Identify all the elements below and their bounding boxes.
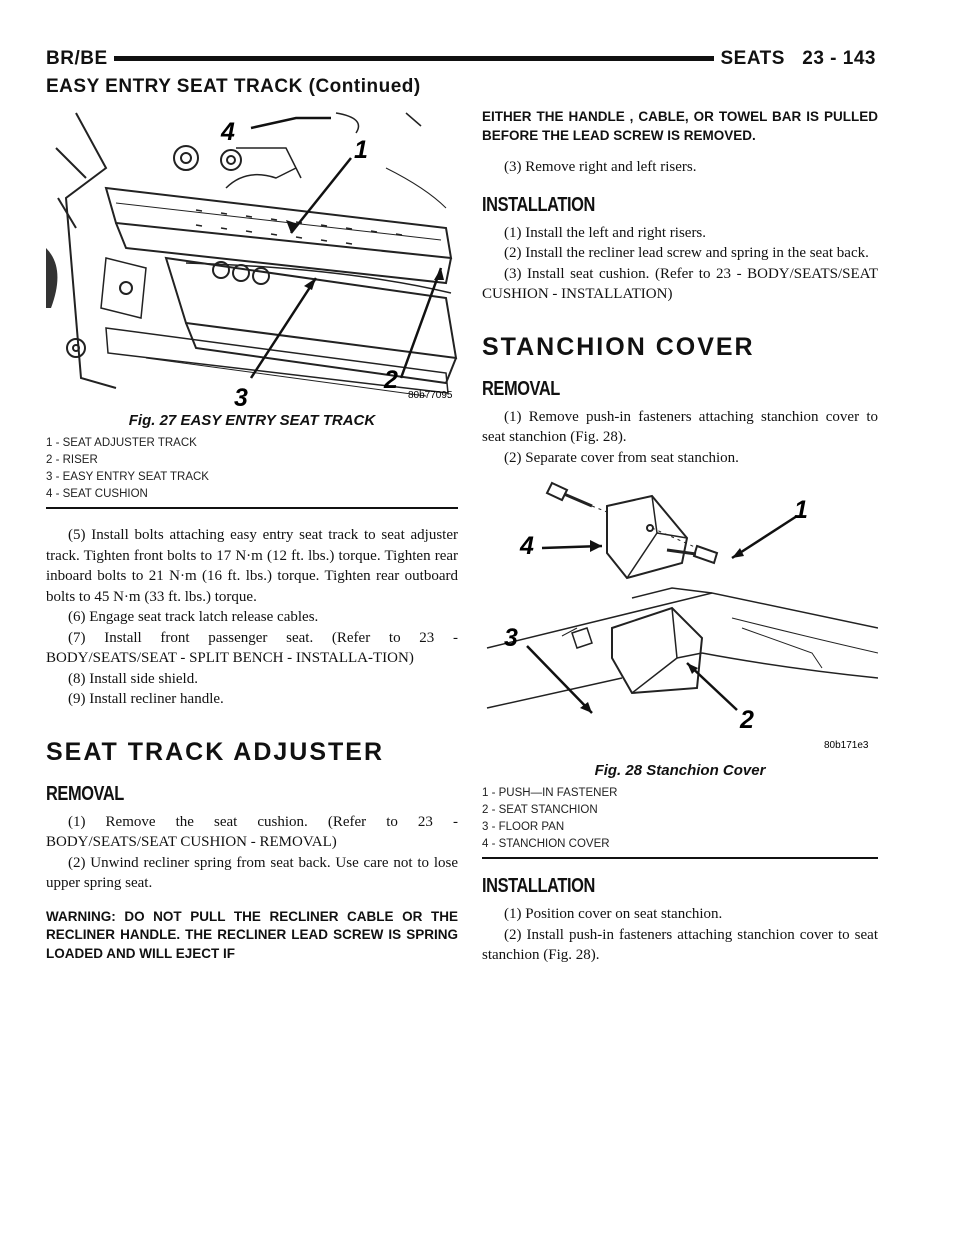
sc-install-step-2: (2) Install push-in fasteners attaching stanchion cover to seat stanchion (Fig. 28). (482, 926, 878, 963)
sta-removal-step-3: (3) Remove right and left risers. (504, 159, 697, 175)
sta-install-step-3: (3) Install seat cushion. (Refer to 23 - BODY/SEATS/SEAT CUSHION - INSTALLATION) (482, 265, 878, 302)
step-5: (5) Install bolts attaching easy entry seat track to seat adjuster track. Tighten front bolts to 17 N·m (12 ft. lbs.) torque. Tighten rear inboard bolts to 21 N·m (16 ft. lbs.) torque. Tighten rear outboard bolts to 45 N·m (33 ft. lbs.) torque. (46, 527, 458, 605)
sta-installation-heading: INSTALLATION (482, 193, 595, 216)
sc-installation-heading: INSTALLATION (482, 875, 595, 897)
header-section: SEATS (720, 48, 785, 69)
sc-install-step-1: (1) Position cover on seat stanchion. (504, 906, 723, 922)
fig27-callout-4: 4 (221, 118, 235, 146)
fig27-caption: Fig. 27 EASY ENTRY SEAT TRACK (128, 412, 376, 429)
seat-track-adjuster-heading: SEAT TRACK ADJUSTER (46, 737, 385, 766)
right-column (482, 108, 878, 966)
fig27-callout-1: 1 (354, 136, 368, 164)
fig28-callout-1: 1 (794, 496, 808, 524)
figure-27 (46, 108, 458, 509)
fig27-code: 80b77095 (408, 390, 453, 401)
figure-28 (482, 478, 878, 859)
fig28-code: 80b171e3 (824, 740, 869, 751)
stanchion-cover-illustration (482, 478, 878, 758)
sta-warning-part2: EITHER THE HANDLE , CABLE, OR TOWEL BAR IS PULLED BEFORE THE LEAD SCREW IS REMOVED. (482, 109, 878, 143)
sta-removal-step-1: (1) Remove the seat cushion. (Refer to 23 - BODY/SEATS/SEAT CUSHION - REMOVAL) (46, 813, 458, 850)
left-column (46, 108, 458, 963)
fig27-legend-1: 1 - SEAT ADJUSTER TRACK (46, 437, 197, 449)
sta-install-step-2: (2) Install the recliner lead screw and spring in the seat back. (504, 245, 869, 261)
step-9: (9) Install recliner handle. (68, 691, 224, 707)
fig28-caption: Fig. 28 Stanchion Cover (594, 762, 766, 779)
sc-removal-step-1: (1) Remove push-in fasteners attaching stanchion cover to seat stanchion (Fig. 28). (482, 408, 878, 445)
fig28-rule (482, 857, 878, 859)
step-8: (8) Install side shield. (68, 670, 198, 687)
fig28-callout-3: 3 (504, 624, 518, 652)
step-7: (7) Install front passenger seat. (Refer to 23 - BODY/SEATS/SEAT - SPLIT BENCH - INSTALLA-TION) (46, 629, 458, 666)
header-section-page (714, 46, 876, 72)
fig27-callout-2: 2 (384, 366, 398, 394)
fig27-legend-2: 2 - RISER (46, 454, 98, 466)
step-6: (6) Engage seat track latch release cables. (68, 609, 319, 625)
continued-title: EASY ENTRY SEAT TRACK (Continued) (46, 76, 421, 97)
sta-removal-heading: REMOVAL (46, 782, 124, 805)
fig27-legend-3: 3 - EASY ENTRY SEAT TRACK (46, 471, 209, 483)
sc-removal-heading: REMOVAL (482, 377, 560, 400)
fig27-callout-3: 3 (234, 384, 248, 408)
fig28-callout-2: 2 (740, 706, 754, 734)
fig28-legend-1: 1 - PUSH—IN FASTENER (482, 787, 618, 799)
fig28-legend-2: 2 - SEAT STANCHION (482, 804, 598, 816)
sc-removal-step-2: (2) Separate cover from seat stanchion. (504, 449, 739, 466)
header-page-number: 23 - 143 (802, 48, 876, 69)
fig28-callout-4: 4 (520, 532, 534, 560)
sta-install-step-1: (1) Install the left and right risers. (504, 224, 707, 241)
fig27-legend-4: 4 - SEAT CUSHION (46, 488, 148, 500)
sta-warning-part1: WARNING: DO NOT PULL THE RECLINER CABLE OR THE RECLINER HANDLE. THE RECLINER LEAD SCREW IS SPRING LOADED AND WILL EJECT IF (46, 908, 458, 961)
page-header (46, 46, 876, 76)
easy-entry-seat-track-illustration (46, 108, 458, 408)
stanchion-cover-heading: STANCHION COVER (482, 332, 755, 361)
sta-removal-step-2: (2) Unwind recliner spring from seat back. Use care not to lose upper spring seat. (46, 854, 458, 891)
header-model: BR/BE (46, 46, 114, 72)
fig28-legend-3: 3 - FLOOR PAN (482, 821, 565, 833)
fig28-legend-4: 4 - STANCHION COVER (482, 838, 610, 850)
fig27-rule (46, 507, 458, 509)
